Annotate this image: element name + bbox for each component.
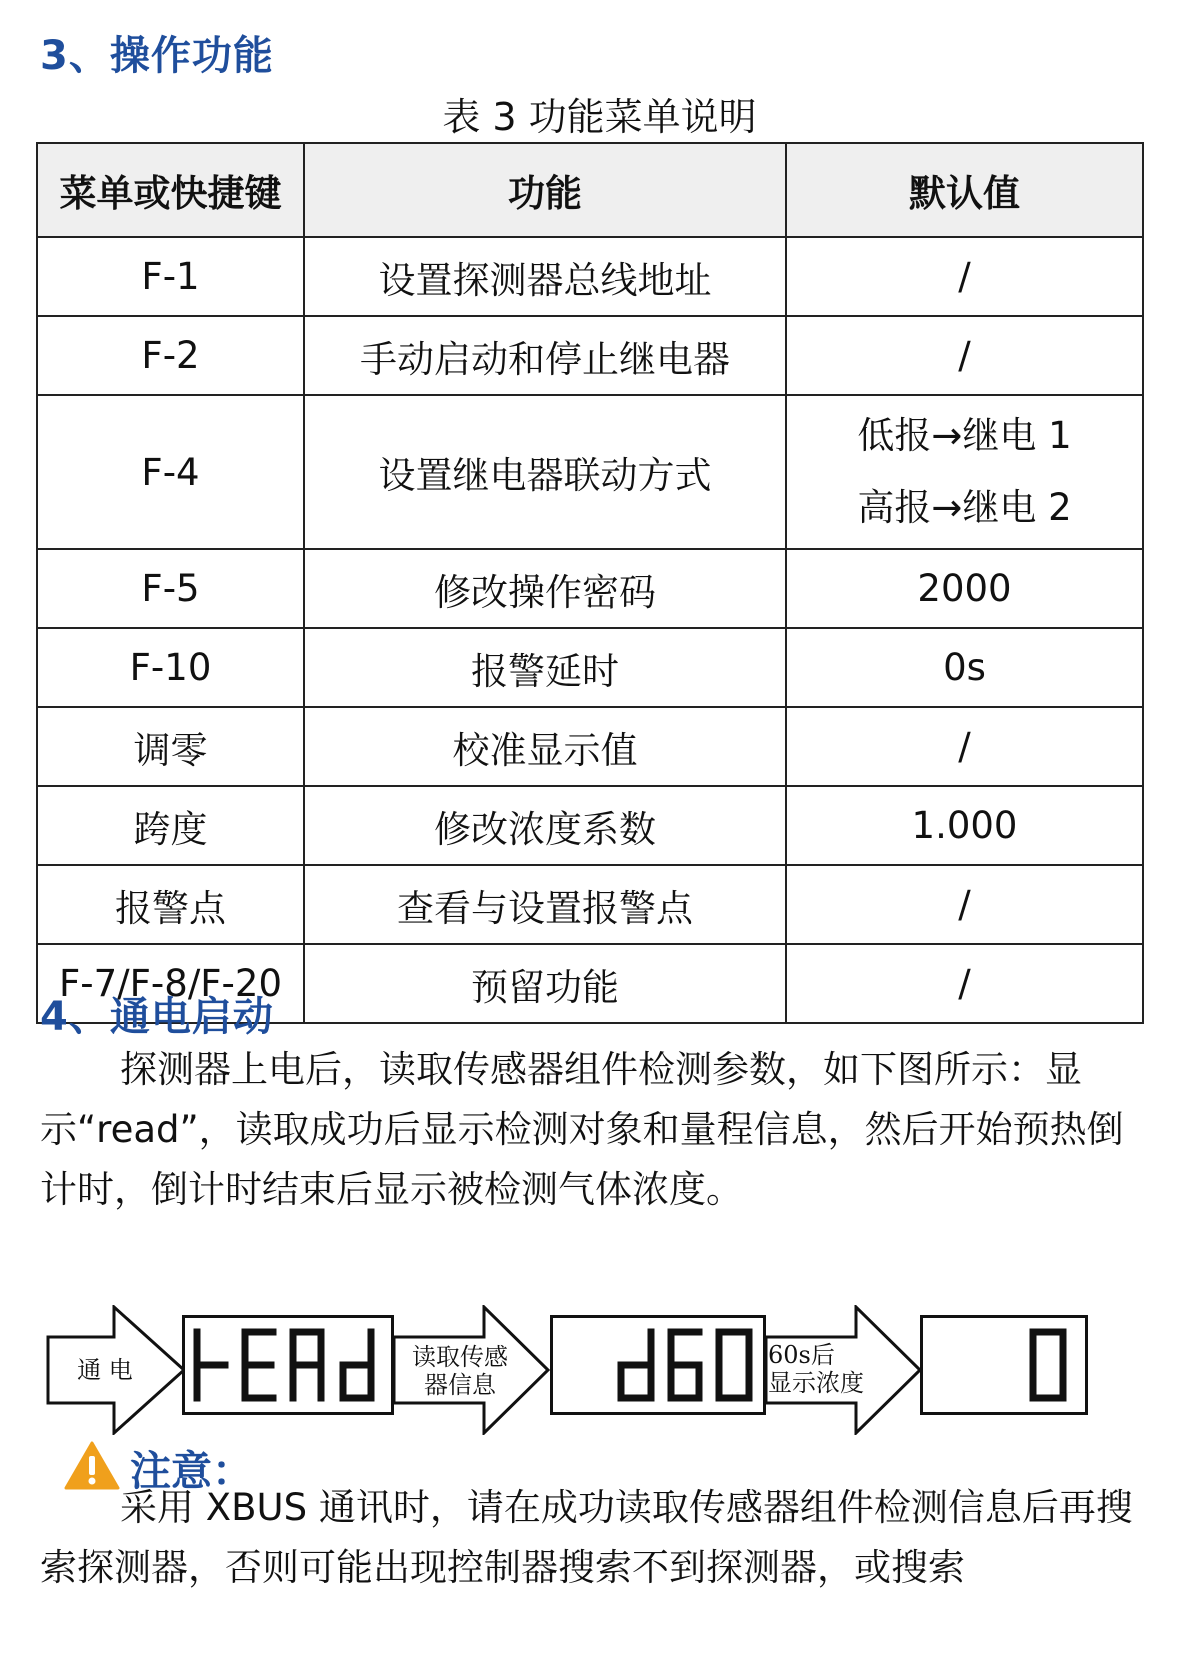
step-power-on-label: 通 电 [77, 1356, 133, 1384]
cell-default: / [786, 865, 1143, 944]
cell-key: 跨度 [37, 786, 304, 865]
table-caption: 表 3 功能菜单说明 [442, 95, 757, 139]
function-menu-table [36, 142, 1144, 1024]
cell-key: F-7/F-8/F-20 [37, 944, 304, 1023]
lcd-display-read [182, 1315, 394, 1415]
table-row [37, 549, 1143, 628]
cell-key: 报警点 [37, 865, 304, 944]
cell-key: F-5 [37, 549, 304, 628]
cell-default [786, 395, 1143, 549]
header-default: 默认值 [786, 143, 1143, 237]
table-row [37, 237, 1143, 316]
step-read-sensor-label [398, 1343, 522, 1399]
cell-function: 校准显示值 [304, 707, 786, 786]
step-countdown-line1: 60s后 [768, 1341, 835, 1369]
table-row [37, 786, 1143, 865]
cell-key: F-4 [37, 395, 304, 549]
cell-function: 修改操作密码 [304, 549, 786, 628]
cell-default: 2000 [786, 549, 1143, 628]
cell-default: / [786, 316, 1143, 395]
cell-default: 1.000 [786, 786, 1143, 865]
table-row [37, 395, 1143, 549]
lcd-display-concentration [920, 1315, 1088, 1415]
default-line-low: 低报→继电 1 [857, 414, 1072, 457]
lcd-display-countdown [550, 1315, 766, 1415]
table-row [37, 707, 1143, 786]
header-function: 功能 [304, 143, 786, 237]
step-read-sensor-line2: 器信息 [424, 1371, 496, 1399]
note-title: 注意： [130, 1447, 253, 1495]
power-on-paragraph: 探测器上电后，读取传感器组件检测参数，如下图所示：显示“read”，读取成功后显示检测对象和量程信息，然后开始预热倒计时，倒计时结束后显示被检测气体浓度。 [40, 1048, 1124, 1211]
cell-function: 查看与设置报警点 [304, 865, 786, 944]
note-paragraph: 采用 XBUS 通讯时，请在成功读取传感器组件检测信息后再搜索探测器，否则可能出现控制器搜索不到探测器，或搜索 [40, 1486, 1133, 1589]
section-4-heading: 4、通电启动 [40, 994, 274, 1040]
step-read-sensor-line1: 读取传感 [412, 1343, 508, 1371]
cell-key: F-1 [37, 237, 304, 316]
step-countdown-line2: 显示浓度 [768, 1369, 864, 1397]
table-row [37, 865, 1143, 944]
cell-function: 修改浓度系数 [304, 786, 786, 865]
cell-default: / [786, 944, 1143, 1023]
cell-function: 报警延时 [304, 628, 786, 707]
cell-default: / [786, 237, 1143, 316]
section-3-heading: 3、操作功能 [40, 33, 274, 79]
seven-segment-d60 [553, 1318, 763, 1412]
cell-function: 设置探测器总线地址 [304, 237, 786, 316]
default-line-high: 高报→继电 2 [857, 486, 1072, 529]
step-countdown-label [768, 1341, 886, 1397]
seven-segment-read [185, 1318, 391, 1412]
cell-function: 预留功能 [304, 944, 786, 1023]
cell-default: 0s [786, 628, 1143, 707]
cell-key: F-2 [37, 316, 304, 395]
cell-function: 设置继电器联动方式 [304, 395, 786, 549]
table-row [37, 316, 1143, 395]
startup-flow-diagram [0, 1305, 1199, 1435]
seven-segment-0 [923, 1318, 1085, 1412]
header-menu-key: 菜单或快捷键 [37, 143, 304, 237]
cell-function: 手动启动和停止继电器 [304, 316, 786, 395]
cell-key: F-10 [37, 628, 304, 707]
table-row [37, 628, 1143, 707]
table-header-row [37, 143, 1143, 237]
cell-default: / [786, 707, 1143, 786]
cell-key: 调零 [37, 707, 304, 786]
